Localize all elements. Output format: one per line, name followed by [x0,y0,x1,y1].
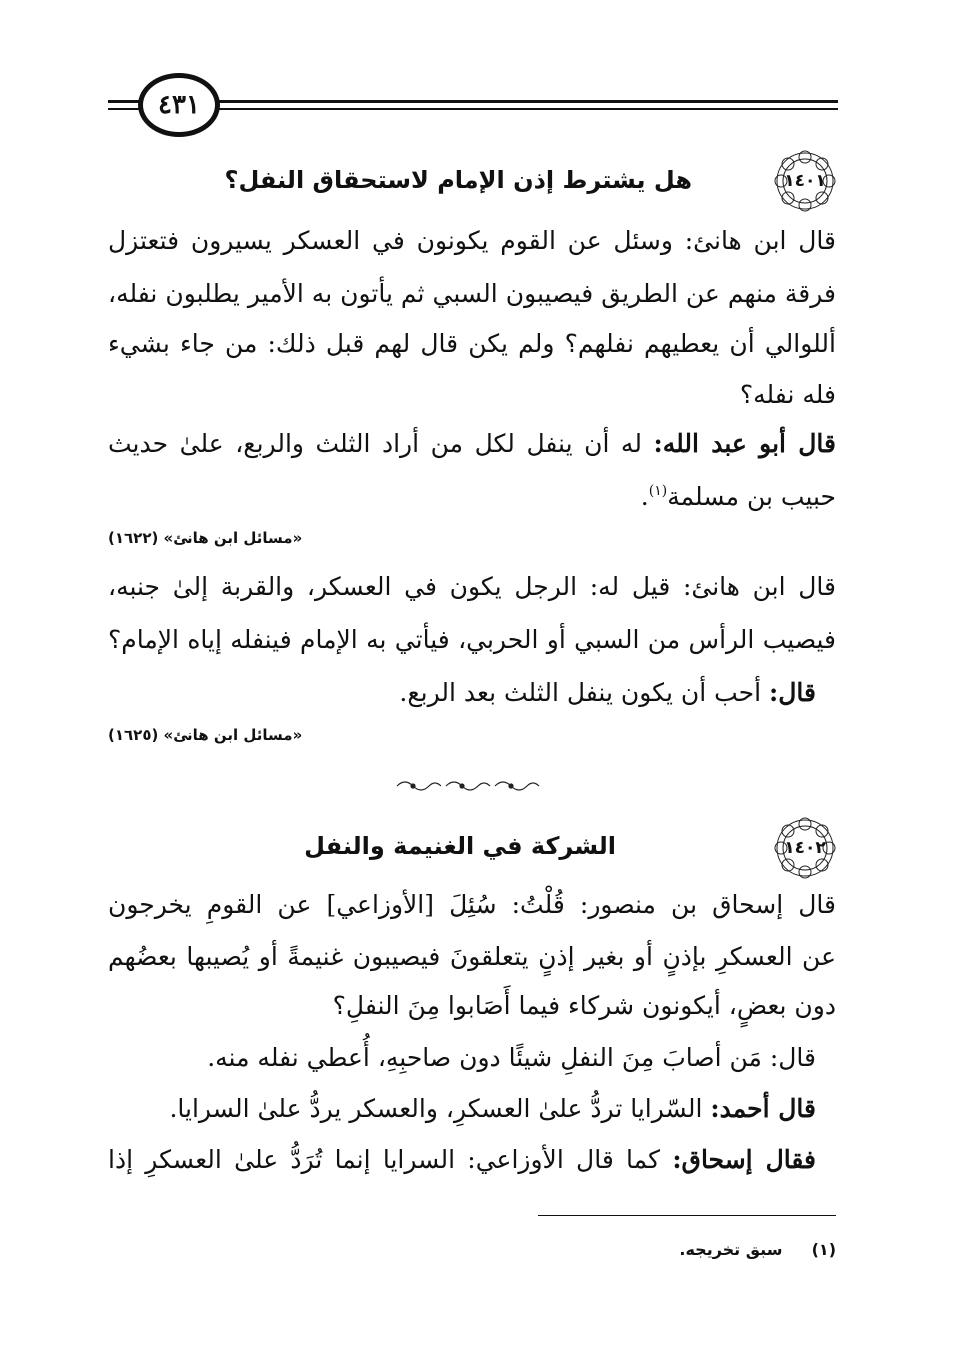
paragraph-text: أحب أن يكون ينفل الثلث بعد الربع. [399,678,770,707]
paragraph-line [108,484,836,509]
section-title: هل يشترط إذن الإمام لاستحقاق النفل؟ [224,166,692,194]
paragraph-line [108,1096,836,1121]
speaker-label: قال أبو عبد الله: [653,429,836,458]
paragraph-text: . [640,482,649,511]
page-number: ٤٣١ [138,73,220,137]
section-number-badge [774,150,836,212]
paragraph-text: له أن ينفل لكل من أراد الثلث والربع، علىٰ حديث [108,429,654,458]
paragraph-line: قال: مَن أصابَ مِنَ النفلِ شيئًا دون صاحبِهِ، أُعطي نفله منه. [207,1043,816,1072]
speaker-label: فقال إسحاق: [672,1145,816,1174]
paragraph-line [108,431,836,456]
paragraph-line: قال ابن هانئ: قيل له: الرجل يكون في العسكر، والقربة إلىٰ جنبه، [108,572,836,601]
paragraph-line [108,1147,836,1172]
section-number-badge [774,817,836,879]
section-number: ١٤٠١ [784,171,826,191]
divider-ornament-icon [392,776,542,796]
section-number: ١٤٠٢ [784,838,826,858]
paragraph-line: أللوالي أن يعطيهم نفلهم؟ ولم يكن قال لهم قبل ذلك: من جاء بشيء [108,329,836,358]
paragraph-line: قال إسحاق بن منصور: قُلْتُ: سُئِلَ [الأوزاعي] عن القومِ يخرجون [108,890,836,919]
footnote-marker: (١) [811,1240,836,1259]
paragraph-line: دون بعضٍ، أيكونون شركاء فيما أَصَابوا مِنَ النفلِ؟ [332,991,836,1020]
paragraph-text: السّرايا تردُّ علىٰ العسكرِ، والعسكر يردُّ علىٰ السرايا. [169,1094,711,1123]
footnote-reference: (١) [648,483,668,499]
source-citation: «مسائل ابن هانئ» (١٦٢٢) [108,529,303,547]
paragraph-line [108,680,836,705]
footnote [108,1240,836,1259]
paragraph-text: كما قال الأوزاعي: السرايا إنما تُرَدُّ علىٰ العسكرِ إذا [108,1145,673,1174]
footnote-separator [538,1215,836,1216]
footnote-text: سبق تخريجه. [679,1240,783,1259]
paragraph-text: حبيب بن مسلمة [667,482,836,511]
paragraph-line: عن العسكرِ بإذنٍ أو بغير إذنٍ يتعلقونَ فيصيبون غنيمةً أو يُصيبها بعضُهم [108,942,836,971]
section-title: الشركة في الغنيمة والنفل [304,832,616,860]
speaker-label: قال: [769,678,816,707]
source-citation: «مسائل ابن هانئ» (١٦٢٥) [108,726,303,744]
speaker-label: قال أحمد: [710,1094,816,1123]
paragraph-line: قال ابن هانئ: وسئل عن القوم يكونون في العسكر يسيرون فتعتزل [108,226,836,255]
paragraph-line: فله نفله؟ [739,380,836,409]
paragraph-line: فرقة منهم عن الطريق فيصيبون السبي ثم يأتون به الأمير يطلبون نفله، [108,279,836,308]
paragraph-line: فيصيب الرأس من السبي أو الحربي، فيأتي به الإمام فينفله إياه الإمام؟ [108,625,836,654]
